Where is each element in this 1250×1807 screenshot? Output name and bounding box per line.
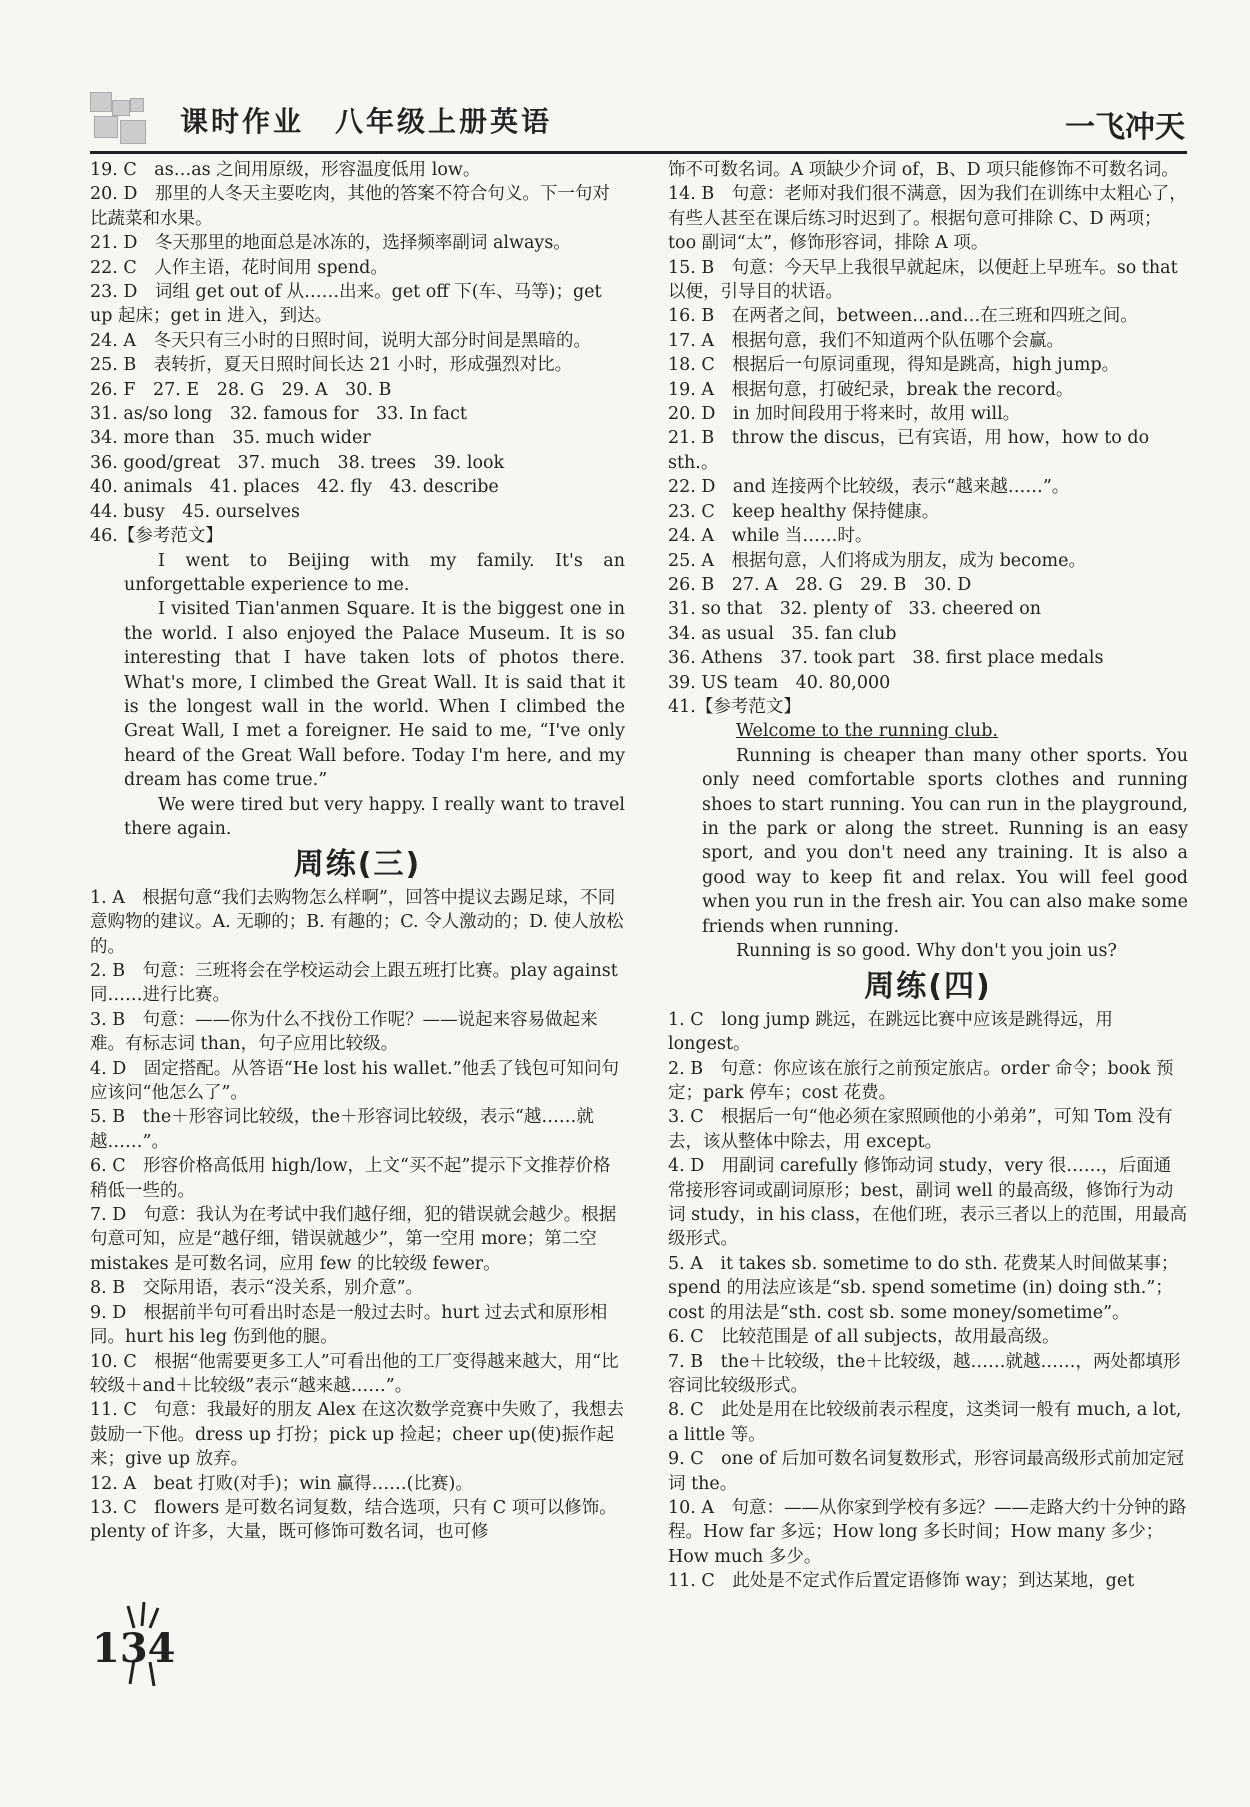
answer-item: 34. as usual 35. fan club — [668, 623, 897, 644]
answer-item: 4. D 用副词 carefully 修饰动词 study，very 很……，后面通常接形容词或副词原形；best，副词 well 的最高级，修饰行为动词 study，in his class，在他们班，表示三者以上的范围，用最高级形式。 — [668, 1156, 1188, 1250]
left-column — [90, 158, 625, 1545]
answer-item: 10. A 句意：——从你家到学校有多远？——走路大约十分钟的路程。How far 多远；How long 多长时间；How many 多少；How much 多少。 — [668, 1497, 1187, 1567]
answer-item: 25. A 根据句意，人们将成为朋友，成为 become。 — [668, 550, 1086, 571]
answer-item: 16. B 在两者之间，between…and…在三班和四班之间。 — [668, 306, 1138, 327]
answer-item: 2. B 句意：你应该在旅行之前预定旅店。order 命令；book 预定；park 停车；cost 花费。 — [668, 1058, 1174, 1104]
answer-item: 7. B the＋比较级，the＋比较级，越……就越……，两处都填形容词比较级形式。 — [668, 1351, 1181, 1396]
answer-item: 9. C one of 后加可数名词复数形式，形容词最高级形式前加定冠词 the。 — [668, 1449, 1184, 1494]
answer-item: 9. D 根据前半句可看出时态是一般过去时。hurt 过去式和原形相同。hurt his leg 伤到他的腿。 — [90, 1302, 608, 1348]
answer-item: 4. D 固定搭配。从答语“He lost his wallet.”他丢了钱包可知问句应该问“他怎么了”。 — [90, 1058, 620, 1104]
right-column — [668, 158, 1188, 1594]
answer-item: 23. D 词组 get out of 从……出来。get off 下(车、马等)；get up 起床；get in 进入，到达。 — [90, 282, 602, 327]
essay-paragraph: Running is so good. Why don't you join us? — [736, 941, 1117, 961]
header-logo — [90, 92, 152, 150]
answer-item: 6. C 形容价格高低用 high/low，上文“买不起”提示下文推荐价格稍低一些的。 — [90, 1156, 611, 1201]
answer-item: 39. US team 40. 80,000 — [668, 672, 891, 693]
answer-item: 13. C flowers 是可数名词复数，结合选项，只有 C 项可以修饰。plenty of 许多，大量，既可修饰可数名词，也可修 — [90, 1497, 617, 1543]
answer-item: 24. A 冬天只有三小时的日照时间，说明大部分时间是黑暗的。 — [90, 330, 592, 351]
page-number: 134 — [92, 1625, 176, 1672]
answer-item: 12. A beat 打败(对手)；win 赢得……(比赛)。 — [90, 1473, 473, 1494]
answer-item: 10. C 根据“他需要更多工人”可看出他的工厂变得越来越大，用“比较级＋and＋比较级”表示“越来越……”。 — [90, 1351, 619, 1396]
answer-item: 3. B 句意：——你为什么不找份工作呢？——说起来容易做起来难。有标志词 than，句子应用比较级。 — [90, 1009, 598, 1055]
answer-item: 19. A 根据句意，打破纪录，break the record。 — [668, 379, 1074, 400]
answer-item: 26. B 27. A 28. G 29. B 30. D — [668, 574, 972, 595]
answer-item: 36. good/great 37. much 38. trees 39. look — [90, 452, 505, 473]
essay-paragraph: I visited Tian'anmen Square. It is the biggest one in the world. I also enjoyed the Palace Museum. It is so interesting that I have taken lots of photos there. What's more, I climbed the Great Wall. It is said that it is the longest wall in the world. When I climbed the Great Wall, I met a foreigner. He said to me, “I've only heard of the Great Wall before. Today I'm here, and my dream has come true.” — [124, 599, 625, 791]
answer-item: 31. so that 32. plenty of 33. cheered on — [668, 599, 1042, 620]
header-rule — [90, 151, 1187, 154]
answer-item: 8. B 交际用语，表示“没关系，别介意”。 — [90, 1278, 424, 1299]
answer-item: 15. B 句意：今天早上我很早就起床，以便赶上早班车。so that 以便，引导目的状语。 — [668, 257, 1178, 303]
answer-item: 饰不可数名词。A 项缺少介词 of，B、D 项只能修饰不可数名词。 — [668, 160, 1179, 180]
header-brand: 一飞冲天 — [1065, 110, 1185, 145]
essay-paragraph: Running is cheaper than many other sports. You only need comfortable sports clothes and running shoes to start running. You can run in the playground, in the park or along the street. Running is an easy sport, and you don't need any training. It is also a good way to keep fit and relax. You will feel good when you run in the fresh air. You can also make some friends when running. — [702, 745, 1188, 937]
answer-item: 1. A 根据句意“我们去购物怎么样啊”，回答中提议去踢足球，不同意购物的建议。A. 无聊的；B. 有趣的；C. 令人激动的；D. 使人放松的。 — [90, 887, 624, 957]
answer-item: 26. F 27. E 28. G 29. A 30. B — [90, 379, 392, 400]
answer-item: 22. C 人作主语，花时间用 spend。 — [90, 257, 388, 278]
answer-item: 18. C 根据后一句原词重现，得知是跳高，high jump。 — [668, 355, 1120, 376]
answer-item: 6. C 比较范围是 of all subjects，故用最高级。 — [668, 1327, 1060, 1348]
answer-item: 40. animals 41. places 42. fly 43. describe — [90, 477, 499, 498]
essay-paragraph: We were tired but very happy. I really want to travel there again. — [124, 794, 625, 839]
answer-item: 46.【参考范文】 — [90, 526, 223, 547]
answer-item: 8. C 此处是用在比较级前表示程度，这类词一般有 much, a lot, a little 等。 — [668, 1400, 1182, 1445]
answer-item: 11. C 句意：我最好的朋友 Alex 在这次数学竞赛中失败了，我想去鼓励一下他。dress up 打扮；pick up 捡起；cheer up(使)振作起来；give up 放弃。 — [90, 1400, 624, 1470]
page-header — [90, 92, 1185, 152]
answer-item: 44. busy 45. ourselves — [90, 501, 300, 522]
answer-item: 24. A while 当……时。 — [668, 526, 873, 547]
answer-item: 17. A 根据句意，我们不知道两个队伍哪个会赢。 — [668, 330, 1065, 351]
answer-item: 23. C keep healthy 保持健康。 — [668, 501, 940, 522]
answer-item: 21. B throw the discus，已有宾语，用 how，how to do sth.。 — [668, 428, 1150, 473]
answer-item: 5. A it takes sb. sometime to do sth. 花费某人时间做某事；spend 的用法应该是“sb. spend sometime (in) doing sth.”；cost 的用法是“sth. cost sb. some money/sometime”。 — [668, 1253, 1179, 1323]
answer-item: 11. C 此处是不定式作后置定语修饰 way；到达某地，get — [668, 1571, 1135, 1592]
answer-item: 7. D 句意：我认为在考试中我们越仔细，犯的错误就会越少。根据句意可知，应是“越仔细，错误就越少”，第一空用 more；第二空 mistakes 是可数名词，应用 few 的比较级 fewer。 — [90, 1205, 617, 1274]
answer-item: 21. D 冬天那里的地面总是冰冻的，选择频率副词 always。 — [90, 233, 571, 254]
answer-item: 2. B 句意：三班将会在学校运动会上跟五班打比赛。play against 同……进行比赛。 — [90, 961, 618, 1006]
section-title: 周练(四) — [864, 969, 992, 1005]
answer-item: 22. D and 连接两个比较级，表示“越来越……”。 — [668, 477, 1070, 498]
answer-item: 3. C 根据后一句“他必须在家照顾他的小弟弟”，可知 Tom 没有去，该从整体中除去，用 except。 — [668, 1107, 1173, 1152]
answer-item: 41.【参考范文】 — [668, 696, 801, 717]
header-title: 课时作业 八年级上册英语 — [180, 105, 553, 138]
section-title: 周练(三) — [293, 847, 422, 883]
answer-item: 20. D in 加时间段用于将来时，故用 will。 — [668, 404, 1021, 425]
answer-item: 25. B 表转折，夏天日照时间长达 21 小时，形成强烈对比。 — [90, 355, 573, 376]
answer-item: 1. C long jump 跳远，在跳远比赛中应该是跳得远，用 longest。 — [668, 1009, 1113, 1055]
answer-item: 34. more than 35. much wider — [90, 428, 371, 449]
answer-item: 31. as/so long 32. famous for 33. In fact — [90, 404, 467, 425]
answer-item: 20. D 那里的人冬天主要吃肉，其他的答案不符合句义。下一句对比蔬菜和水果。 — [90, 184, 610, 229]
essay-paragraph: I went to Beijing with my family. It's an unforgettable experience to me. — [124, 550, 625, 595]
answer-item: 19. C as…as 之间用原级，形容温度低用 low。 — [90, 160, 481, 180]
answer-item: 5. B the＋形容词比较级，the＋形容词比较级，表示“越……就越……”。 — [90, 1107, 594, 1152]
answer-item: 14. B 句意：老师对我们很不满意，因为我们在训练中太粗心了，有些人甚至在课后练习时迟到了。根据句意可排除 C、D 两项；too 副词“太”，修饰形容词，排除 A 项。 — [668, 184, 1187, 254]
answer-item: 36. Athens 37. took part 38. first place medals — [668, 648, 1104, 669]
essay-title: Welcome to the running club. — [736, 721, 998, 742]
